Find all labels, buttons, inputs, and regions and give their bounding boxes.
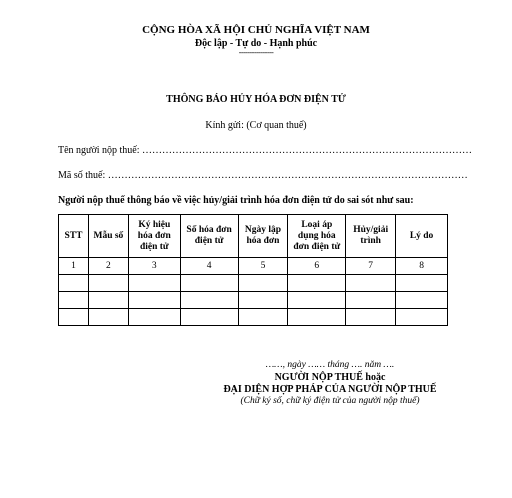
date-line: ……, ngày …… tháng …. năm ….	[265, 360, 395, 370]
table-cell	[59, 309, 89, 326]
column-number: 7	[346, 258, 396, 275]
table-row	[59, 292, 448, 309]
table-header-cell: Loại áp dụng hóa đơn điện tử	[288, 215, 346, 258]
table-row	[59, 275, 448, 292]
table-cell	[180, 292, 238, 309]
column-number: 8	[396, 258, 448, 275]
column-number: 6	[288, 258, 346, 275]
table-header-row	[59, 215, 448, 258]
table-cell	[288, 309, 346, 326]
column-number: 3	[128, 258, 180, 275]
taxpayer-name-field: Tên người nộp thuế: ………………………………………………………………………………………	[58, 145, 473, 156]
notice-text: Người nộp thuế thông báo về việc hủy/giải trình hóa đơn điện tử do sai sót như sau:	[58, 195, 414, 206]
table-cell	[396, 309, 448, 326]
motto-underline: ----------------	[238, 48, 274, 57]
table-cell	[346, 275, 396, 292]
table-header-cell: Hủy/giải trình	[346, 215, 396, 258]
table-header-cell: Lý do	[396, 215, 448, 258]
table-cell	[180, 309, 238, 326]
table-cell	[180, 275, 238, 292]
table-header-cell: Ký hiệu hóa đơn điện tử	[128, 215, 180, 258]
table-header-cell: Số hóa đơn điện tử	[180, 215, 238, 258]
document-title: THÔNG BÁO HỦY HÓA ĐƠN ĐIỆN TỬ	[166, 94, 346, 105]
table-cell	[396, 292, 448, 309]
table-header-cell: Ngày lập hóa đơn	[238, 215, 288, 258]
recipient-line: Kính gửi: (Cơ quan thuế)	[205, 120, 307, 131]
table-cell	[396, 275, 448, 292]
table-header-cell: STT	[59, 215, 89, 258]
table-header-cell: Mẫu số	[88, 215, 128, 258]
nation-header: CỘNG HÒA XÃ HỘI CHỦ NGHĨA VIỆT NAM	[142, 24, 370, 36]
table-cell	[59, 292, 89, 309]
column-number: 2	[88, 258, 128, 275]
table-cell	[288, 292, 346, 309]
motto: Độc lập - Tự do - Hạnh phúc	[194, 38, 318, 49]
invoice-table	[58, 214, 448, 326]
table-cell	[346, 292, 396, 309]
signer-representative: ĐẠI DIỆN HỢP PHÁP CỦA NGƯỜI NỘP THUẾ	[223, 384, 437, 395]
signer-title: NGƯỜI NỘP THUẾ hoặc	[274, 372, 386, 383]
column-number: 5	[238, 258, 288, 275]
column-number-row	[59, 258, 448, 275]
table-cell	[128, 292, 180, 309]
table-cell	[238, 275, 288, 292]
table-cell	[128, 275, 180, 292]
table-cell	[88, 292, 128, 309]
table-cell	[88, 275, 128, 292]
table-cell	[59, 275, 89, 292]
column-number: 1	[59, 258, 89, 275]
column-number: 4	[180, 258, 238, 275]
table-cell	[288, 275, 346, 292]
table-cell	[238, 309, 288, 326]
table-row	[59, 309, 448, 326]
tax-code-field: Mã số thuế: ………………………………………………………………………………………………	[58, 170, 468, 181]
signature-note: (Chữ ký số, chữ ký điện tử của người nộp thuế)	[240, 396, 420, 406]
table-cell	[346, 309, 396, 326]
table-cell	[88, 309, 128, 326]
table-cell	[128, 309, 180, 326]
table-cell	[238, 292, 288, 309]
